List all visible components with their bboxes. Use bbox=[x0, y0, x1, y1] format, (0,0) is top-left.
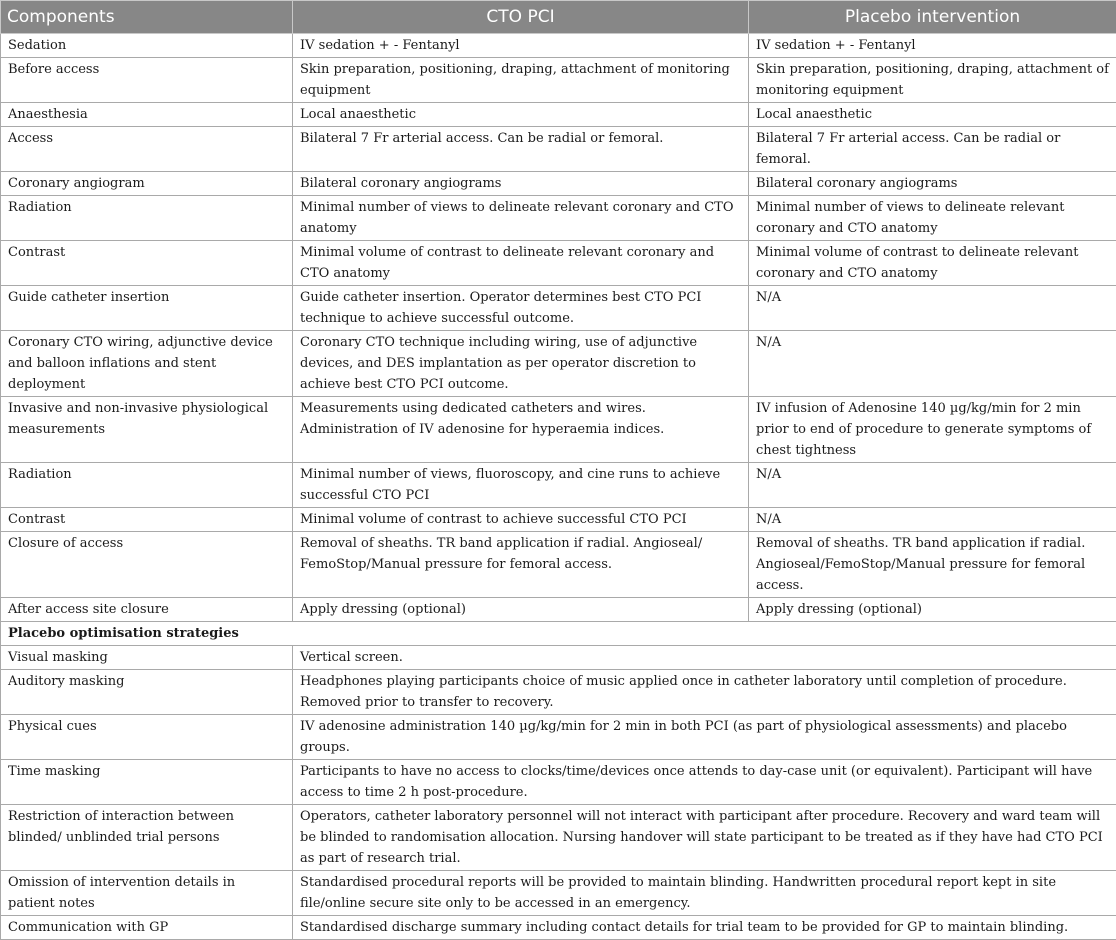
table-row bbox=[1, 670, 1116, 715]
component-cell: Contrast bbox=[1, 241, 293, 286]
placebo-cell: Skin preparation, positioning, draping, attachment of monitoring equipment bbox=[749, 58, 1116, 103]
placebo-cell: Minimal number of views to delineate relevant coronary and CTO anatomy bbox=[749, 196, 1116, 241]
component-cell: Before access bbox=[1, 58, 293, 103]
header-components: Components bbox=[1, 1, 293, 34]
cto-pci-cell: Minimal volume of contrast to delineate relevant coronary and CTO anatomy bbox=[293, 241, 749, 286]
table-row bbox=[1, 532, 1116, 598]
cto-pci-cell: IV sedation + - Fentanyl bbox=[293, 34, 749, 58]
table-row bbox=[1, 331, 1116, 397]
strategy-cell: Visual masking bbox=[1, 646, 293, 670]
placebo-cell: IV sedation + - Fentanyl bbox=[749, 34, 1116, 58]
component-cell: Coronary angiogram bbox=[1, 172, 293, 196]
table-row bbox=[1, 646, 1116, 670]
table-row bbox=[1, 172, 1116, 196]
strategy-cell: Time masking bbox=[1, 760, 293, 805]
table-row bbox=[1, 286, 1116, 331]
cto-pci-cell: Bilateral coronary angiograms bbox=[293, 172, 749, 196]
placebo-cell: N/A bbox=[749, 286, 1116, 331]
table-row bbox=[1, 241, 1116, 286]
component-cell: Coronary CTO wiring, adjunctive device and balloon inflations and stent deployment bbox=[1, 331, 293, 397]
section-row bbox=[1, 622, 1116, 646]
table-row bbox=[1, 103, 1116, 127]
cto-pci-cell: Local anaesthetic bbox=[293, 103, 749, 127]
placebo-cell: IV infusion of Adenosine 140 µg/kg/min for 2 min prior to end of procedure to generate symptoms of chest tightness bbox=[749, 397, 1116, 463]
component-cell: Invasive and non-invasive physiological measurements bbox=[1, 397, 293, 463]
component-cell: Sedation bbox=[1, 34, 293, 58]
strategy-cell: Auditory masking bbox=[1, 670, 293, 715]
cto-pci-cell: Apply dressing (optional) bbox=[293, 598, 749, 622]
section-title: Placebo optimisation strategies bbox=[1, 622, 1116, 646]
cto-pci-cell: Removal of sheaths. TR band application if radial. Angioseal/ FemoStop/Manual pressure for femoral access. bbox=[293, 532, 749, 598]
table-row bbox=[1, 598, 1116, 622]
strategy-cell: Omission of intervention details in patient notes bbox=[1, 871, 293, 916]
placebo-cell: Local anaesthetic bbox=[749, 103, 1116, 127]
component-cell: Access bbox=[1, 127, 293, 172]
component-cell: Radiation bbox=[1, 196, 293, 241]
strategy-description-cell: IV adenosine administration 140 µg/kg/min for 2 min in both PCI (as part of physiological assessments) and placebo groups. bbox=[293, 715, 1116, 760]
table-header-row bbox=[1, 1, 1116, 34]
strategy-description-cell: Standardised discharge summary including contact details for trial team to be provided for GP to maintain blinding. bbox=[293, 916, 1116, 940]
cto-pci-cell: Minimal number of views to delineate relevant coronary and CTO anatomy bbox=[293, 196, 749, 241]
table-row bbox=[1, 805, 1116, 871]
placebo-cell: N/A bbox=[749, 508, 1116, 532]
strategy-description-cell: Headphones playing participants choice of music applied once in catheter laboratory until completion of procedure. Removed prior to transfer to recovery. bbox=[293, 670, 1116, 715]
strategy-cell: Communication with GP bbox=[1, 916, 293, 940]
placebo-cell: Apply dressing (optional) bbox=[749, 598, 1116, 622]
table-row bbox=[1, 760, 1116, 805]
header-placebo-intervention: Placebo intervention bbox=[749, 1, 1116, 34]
component-cell: Guide catheter insertion bbox=[1, 286, 293, 331]
strategy-description-cell: Operators, catheter laboratory personnel will not interact with participant after procedure. Recovery and ward team will be blinded to randomisation allocation. Nursing handover will state participant to be treated as if they have had CTO PCI as part of research trial. bbox=[293, 805, 1116, 871]
placebo-cell: Minimal volume of contrast to delineate relevant coronary and CTO anatomy bbox=[749, 241, 1116, 286]
table-row bbox=[1, 58, 1116, 103]
table-row bbox=[1, 397, 1116, 463]
table-row bbox=[1, 715, 1116, 760]
strategy-description-cell: Participants to have no access to clocks/time/devices once attends to day-case unit (or equivalent). Participant will have access to time 2 h post-procedure. bbox=[293, 760, 1116, 805]
cto-pci-cell: Bilateral 7 Fr arterial access. Can be radial or femoral. bbox=[293, 127, 749, 172]
component-cell: Radiation bbox=[1, 463, 293, 508]
table-row bbox=[1, 508, 1116, 532]
component-cell: Anaesthesia bbox=[1, 103, 293, 127]
cto-pci-cell: Skin preparation, positioning, draping, attachment of monitoring equipment bbox=[293, 58, 749, 103]
component-cell: Closure of access bbox=[1, 532, 293, 598]
table-row bbox=[1, 196, 1116, 241]
placebo-cell: N/A bbox=[749, 463, 1116, 508]
placebo-cell: Bilateral coronary angiograms bbox=[749, 172, 1116, 196]
strategy-description-cell: Standardised procedural reports will be provided to maintain blinding. Handwritten procedural report kept in site file/online secure site only to be accessed in an emergency. bbox=[293, 871, 1116, 916]
header-cto-pci: CTO PCI bbox=[293, 1, 749, 34]
table-row bbox=[1, 871, 1116, 916]
strategy-description-cell: Vertical screen. bbox=[293, 646, 1116, 670]
placebo-cell: N/A bbox=[749, 331, 1116, 397]
cto-pci-cell: Guide catheter insertion. Operator determines best CTO PCI technique to achieve successful outcome. bbox=[293, 286, 749, 331]
component-cell: After access site closure bbox=[1, 598, 293, 622]
placebo-cell: Bilateral 7 Fr arterial access. Can be radial or femoral. bbox=[749, 127, 1116, 172]
strategy-cell: Physical cues bbox=[1, 715, 293, 760]
placebo-cell: Removal of sheaths. TR band application if radial. Angioseal/FemoStop/Manual pressure for femoral access. bbox=[749, 532, 1116, 598]
table-row bbox=[1, 34, 1116, 58]
cto-pci-cell: Measurements using dedicated catheters and wires. Administration of IV adenosine for hyperaemia indices. bbox=[293, 397, 749, 463]
component-cell: Contrast bbox=[1, 508, 293, 532]
table-row bbox=[1, 127, 1116, 172]
strategy-cell: Restriction of interaction between blinded/ unblinded trial persons bbox=[1, 805, 293, 871]
cto-pci-cell: Minimal volume of contrast to achieve successful CTO PCI bbox=[293, 508, 749, 532]
cto-pci-cell: Minimal number of views, fluoroscopy, and cine runs to achieve successful CTO PCI bbox=[293, 463, 749, 508]
cto-pci-cell: Coronary CTO technique including wiring, use of adjunctive devices, and DES implantation as per operator discretion to achieve best CTO PCI outcome. bbox=[293, 331, 749, 397]
table-row bbox=[1, 463, 1116, 508]
